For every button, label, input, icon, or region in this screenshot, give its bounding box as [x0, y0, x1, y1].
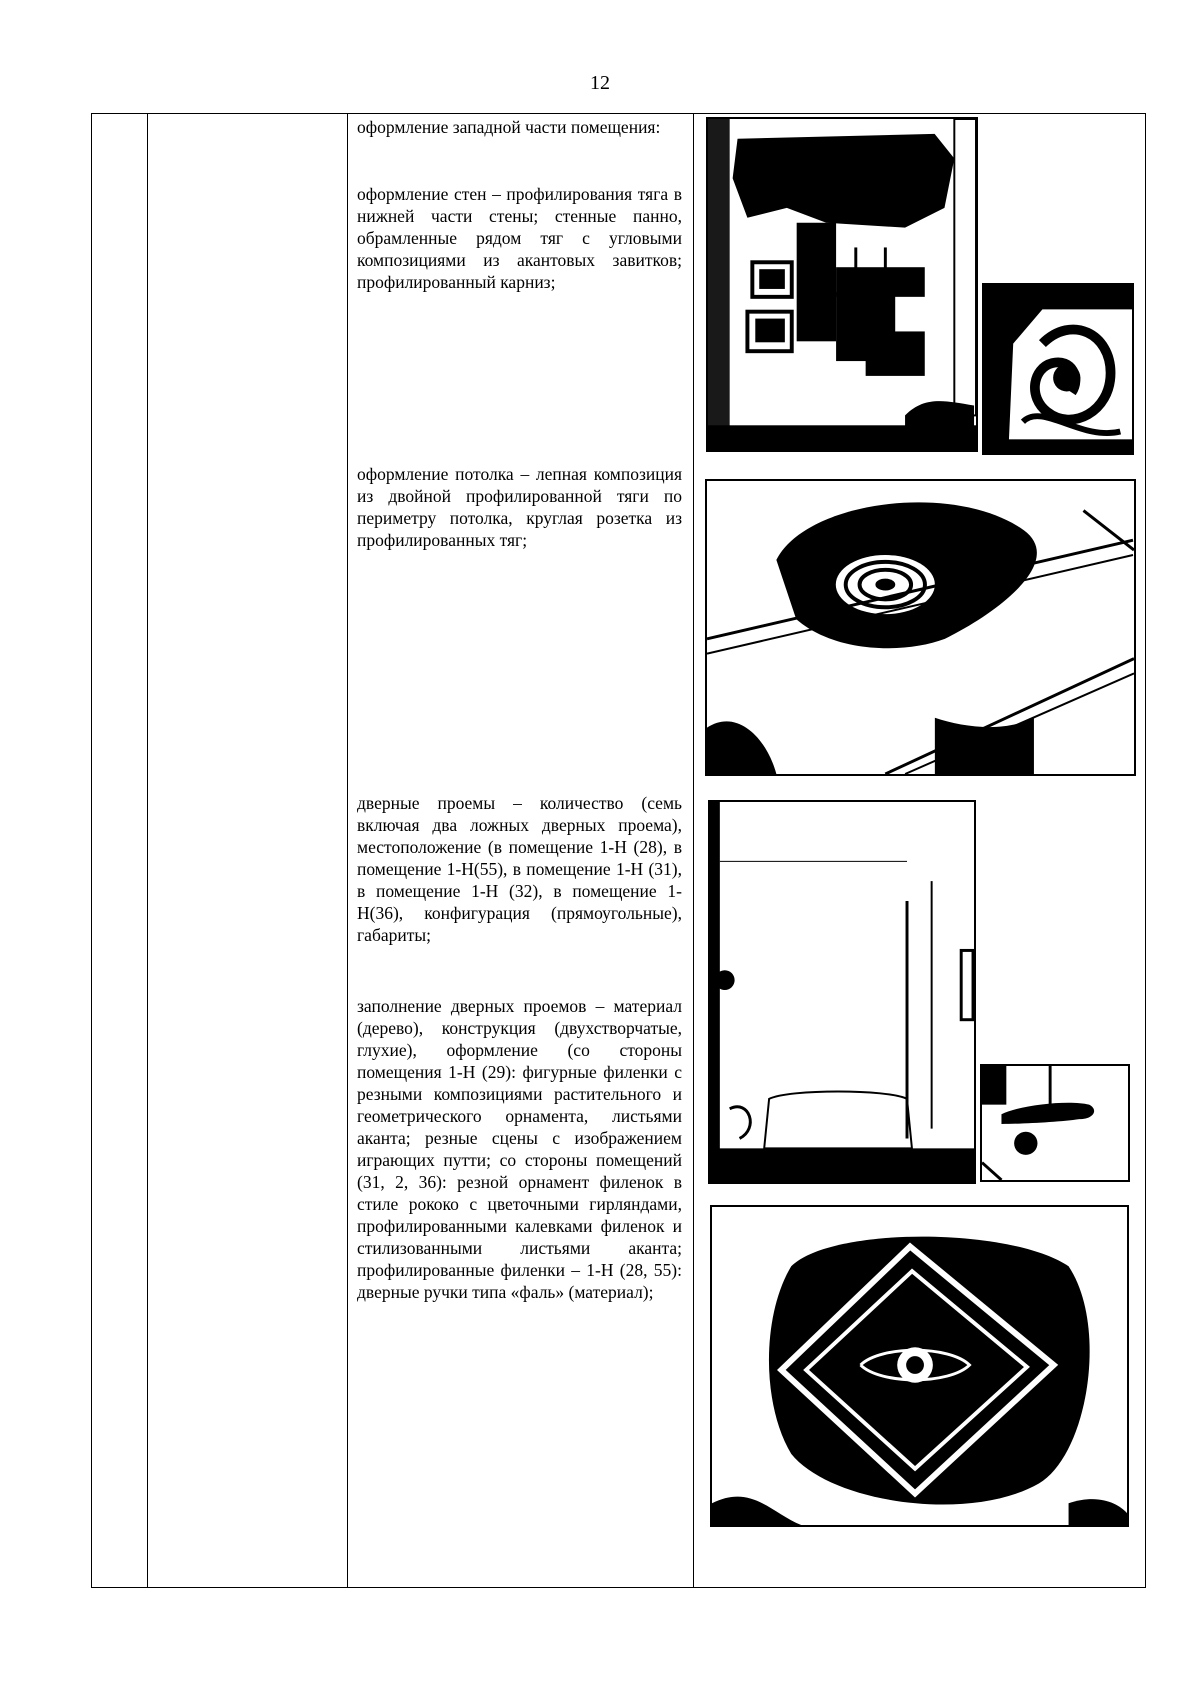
photo-west-wall	[706, 117, 978, 452]
column-divider-1	[147, 114, 148, 1587]
photo-door-handle	[980, 1064, 1130, 1182]
photo-double-door	[708, 800, 976, 1184]
column-divider-3	[693, 114, 694, 1587]
page-number: 12	[590, 72, 610, 94]
photo-acanthus-detail	[982, 283, 1134, 455]
text-block-ceiling: оформление потолка – лепная композиция из двойной профилированной тяги по периметру потолка, круглая розетка из профилированных тяг;	[357, 464, 682, 550]
text-block-door-fillings: заполнение дверных проемов – материал (дерево), конструкция (двухстворчатые, глухие), оформление (со стороны помещения 1-Н (29): фигурные филенки с резными композициями растительного и геометрического орнамента, листьями аканта; резные сцены с изображением играющих путти; со стороны помещений (31, 2, 36): резной орнамент филенок в стиле рококо с цветочными гирляндами, профилированными калевками филенок и стилизованными листьями аканта; профилированные филенки – 1-Н (28, 55): дверные ручки типа «фаль» (материал);	[357, 996, 682, 1302]
text-block-door-openings: дверные проемы – количество (семь включая два ложных дверных проема), местоположение (в помещение 1-Н (28), в помещение 1-Н(55), в помещение 1-Н (31), в помещение 1-Н (32), в помещение 1-Н(36), конфигурация (прямоугольные), габариты;	[357, 793, 682, 945]
text-block-west-part: оформление западной части помещения:	[357, 117, 661, 137]
column-divider-2	[347, 114, 348, 1587]
text-block-walls: оформление стен – профилирования тяга в нижней части стены; стенные панно, обрамленные рядом тяг с угловыми композициями из акантовых завитков; профилированный карниз;	[357, 184, 682, 292]
photo-ceiling-rosette	[705, 479, 1136, 776]
photo-carved-panel	[710, 1205, 1129, 1527]
